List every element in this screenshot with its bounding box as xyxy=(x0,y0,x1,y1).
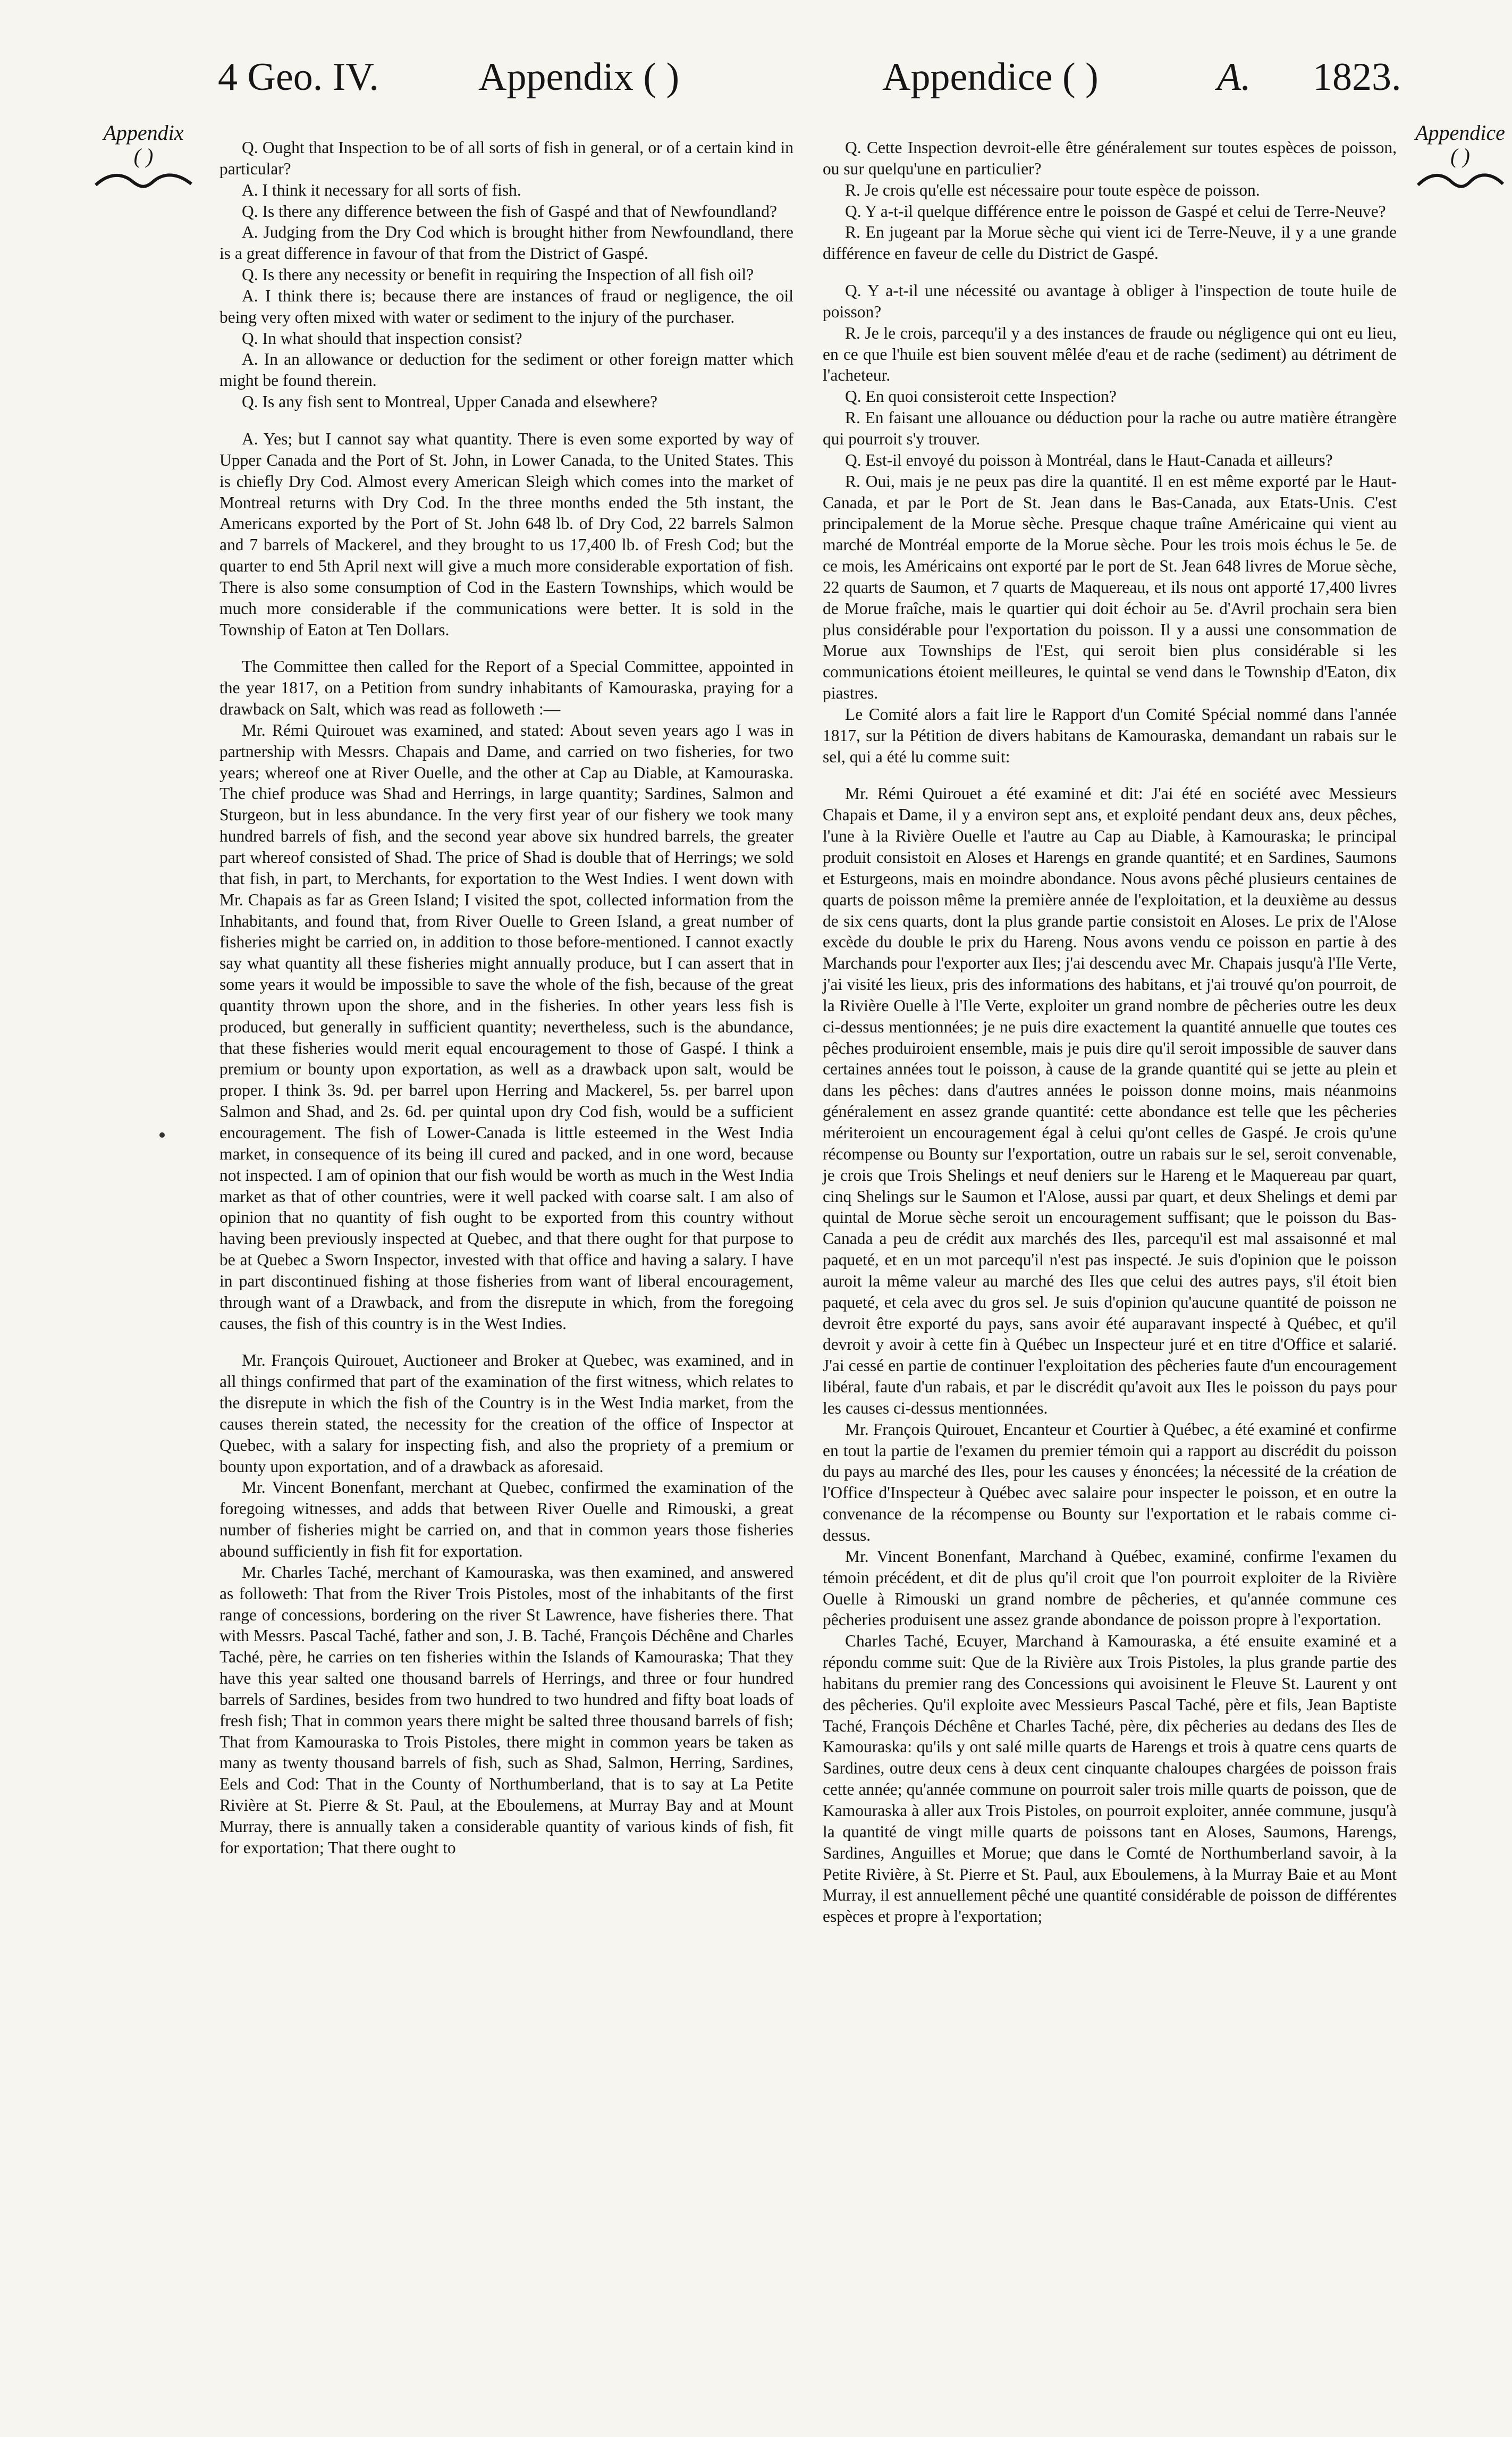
year-heading: 1823. xyxy=(1313,55,1401,99)
qa-answer: A. I think there is; because there are instances of fraud or negligence, the oil being very often mixed with water or sediment to the injury of the purchaser. xyxy=(219,286,793,326)
appendice-heading: Appendice ( ) xyxy=(882,55,1099,99)
qa-question: Q. Y a-t-il une nécessité ou avantage à obliger à l'inspection de toute huile de poisson? xyxy=(823,281,1397,321)
testimony-paragraph: Mr. François Quirouet, Encanteur et Courtier à Québec, a été examiné et confirme en tout la partie de l'examen du premier témoin qui a rapport au discrédit du poisson du pays au marché des Iles, pour les causes y énoncées; la nécessité de la création de l'Office d'Inspecteur à Québec avec salaire pour inspecter le poisson, et en outre la convenance de la récompense ou Bounty sur l'exportation et le rabais comme ci-dessus. xyxy=(823,1419,1397,1544)
qa-answer: A. I think it necessary for all sorts of fish. xyxy=(242,180,521,199)
testimony-paragraph: Mr. Vincent Bonenfant, merchant at Quebec, confirmed the examination of the foregoing witnesses, and adds that between River Ouelle and Rimouski, a great number of fisheries might be carried on, and that in common years those fisheries abound sufficiently in fish fit for exportation. xyxy=(219,1478,793,1560)
testimony-paragraph: Mr. François Quirouet, Auctioneer and Broker at Quebec, was examined, and in all things confirmed that part of the examination of the first witness, which relates to the disrepute in which the fish of the Country is in the West India market, from the causes therein stated, the necessity for the creation of the office of Inspector at Quebec, with a salary for inspecting fish, and also the propriety of a premium or bounty upon exportation, and of a drawback as aforesaid. xyxy=(219,1351,793,1476)
qa-question: Q. Est-il envoyé du poisson à Montréal, dans le Haut-Canada et ailleurs? xyxy=(845,450,1333,469)
qa-answer: R. Oui, mais je ne peux pas dire la quantité. Il en est même exporté par le Haut-Canada, et par le Port de St. Jean dans le Bas-Canada, aux Etats-Unis. C'est principalement de la Morue sèche. Presque chaque traîne Américaine qui vient au marché de Montréal emporte de la Morue sèche. Pour les trois mois échus le 5e. de ce mois, les Américains ont exporté par le port de St. Jean 648 livres de Morue sèche, 22 quarts de Saumon, et 7 quarts de Maquereau, et ils nous ont apporté 17,400 livres de Morue fraîche, mais le quartier qui doit échoir au 5e. d'Avril prochain sera bien plus considérable pour l'exportation du poisson. Il y a aussi une consommation de Morue aux Townships de l'Est, qui seroit bien plus considérable si les communications étoient meilleures, le quintal se vend dans le Township d'Eaton, dix piastres. xyxy=(823,472,1397,703)
qa-answer: R. En jugeant par la Morue sèche qui vient ici de Terre-Neuve, il y a une grande différence en faveur de celle du District de Gaspé. xyxy=(823,223,1397,263)
qa-answer: R. Je le crois, parcequ'il y a des instances de fraude ou négligence qui ont eu lieu, en ce que l'huile est bien souvent mêlée d'eau et de rache (sediment) au détriment de l'acheteur. xyxy=(823,323,1397,385)
committee-paragraph: The Committee then called for the Report of a Special Committee, appointed in the year 1817, on a Petition from sundry inhabitants of Kamouraska, praying for a drawback on Salt, which was read as followeth :— xyxy=(219,657,793,719)
flourish-icon xyxy=(93,170,194,191)
testimony-paragraph: Mr. Rémi Quirouet a été examiné et dit: J'ai été en société avec Messieurs Chapais et Dame, il y a environ sept ans, et exploité pendant deux ans, deux pêches, l'une à la Rivière Ouelle et l'autre au Cap au Diable, à Kamouraska; le principal produit consistoit en Aloses et Harengs en grande quantité; et en Sardines, Saumons et Esturgeons, mais en moindre abondance. Nous avons pêché plusieurs centaines de quarts de poisson même la première année de l'exploitation, et la deuxième au dessus de six cens quarts, dont la plus grande partie consistoit en Aloses. Le prix de l'Alose excède du double le prix du Hareng. Nous avons vendu ce poisson en partie à des Marchands pour l'exporter aux Iles; j'ai descendu avec Mr. Chapais jusqu'à l'Ile Verte, j'ai visité les lieux, pris des informations des habitans, et j'ai trouvé qu'on pourroit, de la Rivière Ouelle à l'Ile Verte, exploiter un grand nombre de pêcheries outre les deux ci-dessus mentionnées; je ne puis dire exactement la quantité annuelle que toutes ces pêches produiroient ensemble, mais je puis dire qu'il seroit impossible de sauver dans certaines années tout le poisson, à cause de la grande quantité qui se jette au plein et dans les pêches: dans d'autres années le poisson donne moins, mais néanmoins généralement en assez grande quantité: cette abondance est telle que les pêcheries mériteroient un encouragement égal à celui qu'ont celles de Gaspé. Je crois qu'une récompense ou Bounty sur l'exportation, outre un rabais sur le sel, seroit convenable, je crois que Trois Shelings et neuf deniers sur le Hareng et le Maquereau par quart, cinq Shelings sur le Saumon et l'Alose, aussi par quart, et deux Shelings et demi par quintal de Morue sèche seroit un encouragement suffisant; que le poisson du Bas-Canada a peu de crédit aux marchés des Iles, parcequ'il est mal assaisonné et mal paqueté, et en un mot parcequ'il n'est pas inspecté. Je suis d'opinion que le poisson auroit la même valeur au marché des Iles que celui des autres pays, s'il étoit bien paqueté, et cela avec du gros sel. Je suis d'opinion qu'aucune quantité de poisson ne devroit être exporté du pays, sans avoir été auparavant inspecté à Québec, et qu'il devroit y avoir à cette fin à Québec un Inspecteur juré et en titre d'Office et salarié. J'ai cessé en partie de continuer l'exploitation des pêcheries faute d'un encouragement libéral, faute d'un rabais, et par le discrédit qu'avoit aux Iles le poisson du pays pour les causes ci-dessus mentionnées. xyxy=(823,784,1397,1417)
qa-question: Q. En quoi consisteroit cette Inspection? xyxy=(845,387,1117,406)
margin-note-left-paren: ( ) xyxy=(133,144,154,168)
flourish-icon xyxy=(1415,170,1506,191)
qa-question: Q. Cette Inspection devroit-elle être généralement sur toutes espèces de poisson, ou sur quelqu'une en particulier? xyxy=(823,138,1397,178)
qa-answer: A. In an allowance or deduction for the sediment or other foreign matter which might be found therein. xyxy=(219,350,793,390)
english-column xyxy=(219,137,793,1859)
qa-answer: R. Je crois qu'elle est nécessaire pour toute espèce de poisson. xyxy=(845,180,1260,199)
qa-answer: R. En faisant une allouance ou déduction pour la rache ou autre matière étrangère qui pourroit s'y trouver. xyxy=(823,408,1397,448)
qa-question: Q. Is there any necessity or benefit in requiring the Inspection of all fish oil? xyxy=(242,265,754,284)
ink-speck xyxy=(159,1132,165,1138)
qa-question: Q. Is there any difference between the fish of Gaspé and that of Newfoundland? xyxy=(242,201,778,221)
margin-note-left-label: Appendix xyxy=(103,121,184,145)
appendix-letter: A. xyxy=(1217,55,1251,99)
testimony-paragraph: Charles Taché, Ecuyer, Marchand à Kamouraska, a été ensuite examiné et a répondu comme suit: Que de la Rivière aux Trois Pistoles, la plus grande partie des habitans du premier rang des Concessions qui avoisinent le Fleuve St. Laurent y ont des pêcheries. Qu'il exploite avec Messieurs Pascal Taché, père et fils, Jean Baptiste Taché, François Déchêne et Charles Taché, père, dix pêcheries au dedans des Iles de Kamouraska: qu'ils y ont salé mille quarts de Harengs et trois à quatre cens quarts de Sardines, outre deux cens à deux cent cinquante chaloupes chargées de poisson frais cette année; qu'année commune on pourroit saler trois mille quarts de poisson, que de Kamouraska à aller aux Trois Pistoles, on pourroit exploiter, année commune, jusqu'à la quantité de vingt mille quarts de poissons tant en Aloses, Saumons, Harengs, Sardines, Anguilles et Morue; que dans le Comté de Northumberland savoir, à la Petite Rivière, à St. Pierre et St. Paul, aux Eboulemens, à la Murray Baie et au Mont Murray, il est annuellement pêché une quantité considérable de poisson de différentes espèces et propre à l'exportation; xyxy=(823,1632,1397,1926)
qa-question: Q. In what should that inspection consist? xyxy=(242,329,522,348)
french-column xyxy=(823,137,1397,1927)
testimony-paragraph: Mr. Charles Taché, merchant of Kamouraska, was then examined, and answered as followeth: That from the River Trois Pistoles, most of the inhabitants of the first range of concessions, bordering on the river St Lawrence, have fisheries there. That with Messrs. Pascal Taché, father and son, J. B. Taché, François Déchêne and Charles Taché, père, he carries on ten fisheries within the Islands of Kamouraska; That they have this year salted one thousand barrels of Herrings, and three or four hundred barrels of Sardines, besides from two hundred to two hundred and fifty boat loads of fresh fish; That in common years there might be salted three thousand barrels of fish; That from Kamouraska to Trois Pistoles, there might in common years be taken as many as twenty thousand barrels of fish, such as Shad, Salmon, Herring, Sardines, Eels and Cod: That in the County of Northumberland, that is to say at La Petite Rivière at St. Pierre & St. Paul, at the Eboulemens, at Murray Bay and at Mount Murray, there is annually taken a considerable quantity of various kinds of fish, fit for exportation; That there ought to xyxy=(219,1562,793,1857)
session-heading: 4 Geo. IV. xyxy=(218,55,379,99)
appendix-heading: Appendix ( ) xyxy=(478,55,680,99)
testimony-paragraph: Mr. Vincent Bonenfant, Marchand à Québec, examiné, confirme l'examen du témoin précédent, et dit de plus qu'il croit que l'on pourroit exploiter de la Rivière Ouelle à Rimouski un grand nombre de pêcheries, et qu'année commune ces pêcheries produisent une assez grande abondance de poisson propre à l'exportation. xyxy=(823,1547,1397,1629)
qa-question: Q. Is any fish sent to Montreal, Upper Canada and elsewhere? xyxy=(242,392,657,411)
committee-paragraph: Le Comité alors a fait lire le Rapport d'un Comité Spécial nommé dans l'année 1817, sur la Pétition de divers habitans de Kamouraska, demandant un rabais sur le sel, qui a été lu comme suit: xyxy=(823,704,1397,766)
qa-question: Q. Ought that Inspection to be of all sorts of fish in general, or of a certain kind in particular? xyxy=(219,138,793,178)
qa-answer: A. Yes; but I cannot say what quantity. There is even some exported by way of Upper Canada and the Port of St. John, in Lower Canada, to the United States. This is chiefly Dry Cod. Almost every American Sleigh which comes into the market of Montreal returns with Dry Cod. In the three months ended the 5th instant, the Americans exported by the Port of St. John 648 lb. of Dry Cod, 22 barrels Salmon and 7 barrels of Mackerel, and they brought to us 17,400 lb. of Fresh Cod; but the quarter to end 5th April next will give a much more considerable exportation of fish. There is also some consumption of Cod in the Eastern Townships, which would be much more considerable if the communications were better. It is sold in the Township of Eaton at Ten Dollars. xyxy=(219,429,793,639)
margin-note-right-paren: ( ) xyxy=(1450,144,1470,168)
margin-note-right-label: Appendice xyxy=(1415,121,1505,145)
testimony-paragraph: Mr. Rémi Quirouet was examined, and stated: About seven years ago I was in partnership with Messrs. Chapais and Dame, and carried on two fisheries, for two years; whereof one at River Ouelle, and the other at Cap au Diable, at Kamouraska. The chief produce was Shad and Herrings, in large quantity; Sardines, Salmon and Sturgeon, but in less abundance. In the very first year of our fishery we took many hundred barrels of fish, and the second year above six hundred barrels, the greater part whereof consisted of Shad. The price of Shad is double that of Herrings; we sold that fish, in part, to Merchants, for exportation to the West Indies. I went down with Mr. Chapais as far as Green Island; I visited the spot, collected information from the Inhabitants, and found that, from River Ouelle to Green Island, a great number of fisheries might be carried on, in addition to those before-mentioned. I cannot exactly say what quantity all these fisheries might annually produce, but I can assert that in some years it would be impossible to save the whole of the fish, because of the great quantity thrown upon the shore, and in the fisheries. In other years less fish is produced, but generally in sufficient quantity; nevertheless, such is the abundance, that these fisheries would merit equal encouragement to those of Gaspé. I think a premium or bounty upon exportation, as well as a drawback upon salt, would be proper. I think 3s. 9d. per barrel upon Herring and Mackerel, 5s. per barrel upon Salmon and Shad, and 2s. 6d. per quintal upon dry Cod fish, would be a sufficient encouragement. The fish of Lower-Canada is little esteemed in the West India market, in consequence of its being ill cured and packed, and in one word, because not inspected. I am of opinion that our fish would be worth as much in the West India market as that of other countries, were it well packed with coarse salt. I am also of opinion that no quantity of fish ought to be exported from this country without having been previously inspected at Quebec, and that there ought for that purpose to be at Quebec a Sworn Inspector, invested with that office and having a salary. I have in part discontinued fishing at those fisheries from want of liberal encouragement, through want of a Drawback, and from the disrepute in which, from the foregoing causes, the fish of this country is in the West Indies. xyxy=(219,720,793,1333)
margin-note-right xyxy=(1408,121,1512,191)
margin-note-left xyxy=(82,121,205,191)
qa-question: Q. Y a-t-il quelque différence entre le poisson de Gaspé et celui de Terre-Neuve? xyxy=(845,201,1386,221)
qa-answer: A. Judging from the Dry Cod which is brought hither from Newfoundland, there is a great difference in favour of that from the District of Gaspé. xyxy=(219,223,793,263)
